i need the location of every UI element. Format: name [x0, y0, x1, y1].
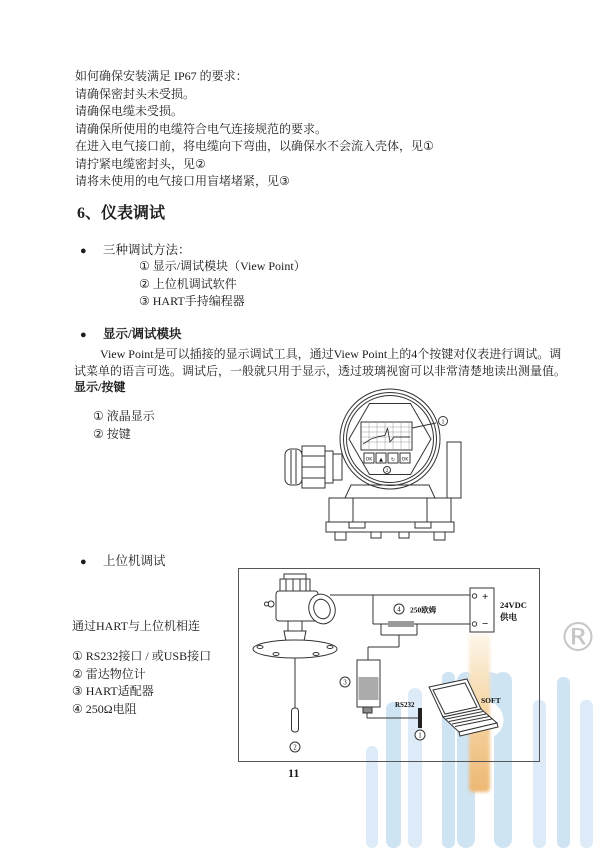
bullet-icon: ●: [80, 329, 87, 341]
display-module-paragraph-line1: View Point是可以插接的显示调试工具，通过View Point上的4个按键对仪表进行调试。调: [100, 347, 562, 361]
display-module-list: [93, 408, 155, 443]
hart-connection-diagram: [238, 568, 540, 762]
lcd-screen: [361, 422, 412, 450]
adapter-callout-number: 3: [343, 678, 347, 687]
bullet-icon: ●: [80, 245, 87, 257]
hart-adapter-drawing: [357, 660, 380, 713]
pc-debug-intro: 通过HART与上位机相连: [72, 619, 200, 633]
display-module-bullet-row: [80, 324, 181, 342]
keys-callout-number: 2: [385, 468, 389, 475]
bullet-icon: ●: [80, 556, 87, 568]
laptop-drawing: [429, 679, 498, 736]
key-label: ▲: [379, 456, 383, 463]
intro-line: 请拧紧电缆密封头，见②: [75, 156, 206, 171]
rs232-label: RS232: [395, 701, 415, 709]
list-item: ① RS232接口 / 或USB接口: [72, 649, 212, 663]
list-item: ② 按键: [93, 426, 131, 441]
resistor-250ohm: [388, 621, 414, 627]
list-item: ② 上位机调试软件: [139, 276, 237, 291]
pc-debug-label: 上位机调试: [103, 554, 166, 568]
display-module-label: 显示/调试模块: [103, 327, 182, 341]
resistor-callout-number: 4: [397, 605, 401, 614]
list-item: ④ 250Ω电阻: [72, 701, 137, 716]
radar-level-meter-drawing: [253, 574, 339, 732]
power-label-line1: 24VDC: [500, 600, 527, 610]
intro-text-block: [75, 68, 434, 191]
pc-debug-bullet-row: [80, 551, 166, 569]
methods-label: 三种调试方法：: [103, 243, 191, 257]
power-label-line2: 供电: [500, 612, 518, 622]
list-item: ③ HART手持编程器: [139, 294, 245, 308]
page-number: 11: [288, 766, 300, 780]
methods-list: [139, 258, 306, 311]
rs232-connector: [418, 708, 422, 728]
methods-bullet-row: [80, 240, 191, 258]
list-item: ② 雷达物位计: [72, 666, 146, 681]
power-plus-sign: +: [482, 591, 489, 603]
lcd-callout-number: 1: [441, 418, 445, 426]
registered-mark-icon: ®: [558, 615, 598, 661]
key-label: OK: [365, 457, 373, 463]
intro-line: 请将未使用的电气接口用盲堵堵紧，见③: [75, 174, 290, 188]
intro-line: 如何确保安装满足 IP67 的要求：: [75, 69, 248, 83]
intro-line: 请确保密封头未受损。: [75, 86, 196, 101]
intro-line: 请确保电缆未受损。: [75, 104, 184, 118]
key-label: OK: [401, 457, 409, 463]
key-label: ↻: [390, 456, 396, 463]
pc-debug-list: [72, 648, 211, 718]
power-minus-sign: −: [482, 618, 489, 630]
resistor-label: 250欧姆: [410, 605, 437, 615]
display-module-drawing: [283, 386, 468, 546]
list-item: ③ HART适配器: [72, 684, 154, 698]
list-item: ① 显示/调试模块（View Point）: [139, 259, 306, 273]
display-module-paragraph-line2: 试菜单的语言可选。调试后，一般就只用于显示，透过玻璃视窗可以非常清楚地读出测量值。: [74, 364, 567, 378]
section-heading: 6、仪表调试: [77, 205, 166, 222]
intro-line: 在进入电气接口前，将电缆向下弯曲，以确保水不会流入壳体，见①: [75, 139, 434, 153]
intro-line: 请确保所使用的电缆符合电气连接规范的要求。: [75, 121, 328, 136]
list-item: ① 液晶显示: [93, 409, 155, 423]
rs232-callout-number: 1: [418, 731, 422, 740]
meter-callout-number: 2: [293, 743, 297, 752]
display-keys-subheading: 显示/按键: [74, 380, 126, 394]
soft-label: SOFT: [481, 696, 501, 705]
